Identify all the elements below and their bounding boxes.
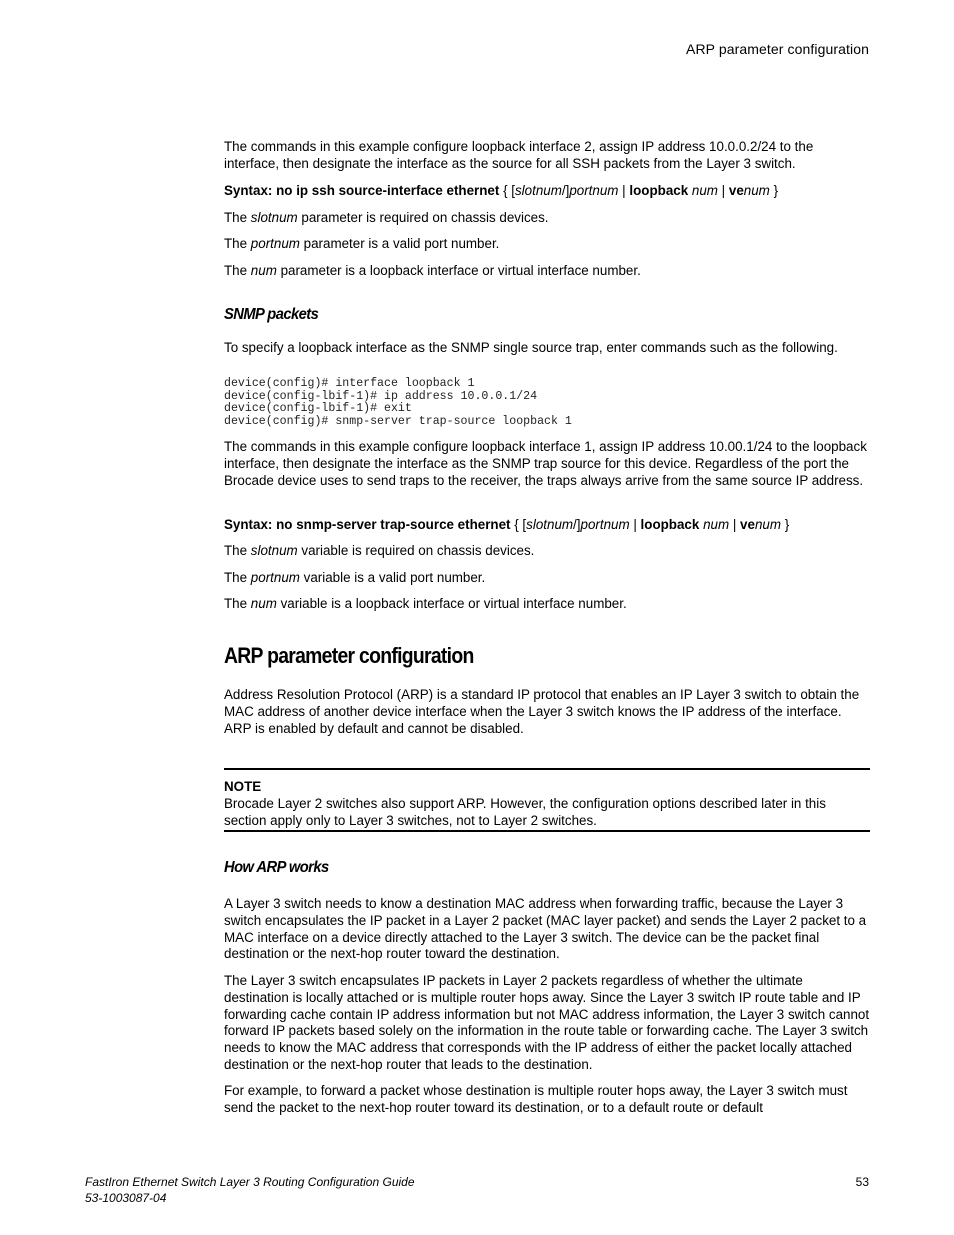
running-header: ARP parameter configuration <box>686 41 869 57</box>
snmp-syntax-line <box>224 517 871 534</box>
param-term: portnum <box>250 570 300 585</box>
syntax-num: num <box>754 517 782 532</box>
syntax-slotnum: slotnum <box>514 183 562 198</box>
syntax-num: num <box>743 183 770 198</box>
how-arp-paragraph-3 <box>224 1083 871 1117</box>
syntax-portnum: portnum <box>580 517 630 532</box>
note-box <box>224 768 870 832</box>
param-pre: The <box>224 236 251 251</box>
paragraph: The Layer 3 switch encapsulates IP packets in Layer 2 packets regardless of whether the ultimate destination is locally attached or is multiple router hops away. Since the Layer 3 switch IP route table and IP forwarding cache contain IP address information but not MAC address information, the Layer 3 switch cannot forward IP packets based solely on the information in the route table or forwarding cache. The Layer 3 switch needs to know the MAC address that corresponds with the IP address of either the packet locally attached destination or the next-hop router that leads to the destination. <box>224 973 870 1072</box>
snmp-code-block: device(config)# interface loopback 1 device(config-lbif-1)# ip address 10.0.0.1/24 device(config-lbif-1)# exit device(config)# snmp-server trap-source loopback 1 <box>224 377 572 428</box>
how-arp-paragraph-2 <box>224 973 871 1074</box>
arp-intro-paragraph: Address Resolution Protocol (ARP) is a standard IP protocol that enables an IP Layer 3 switch to obtain the MAC address of another device interface when the Layer 3 switch knows the IP address of the interface. ARP is enabled by default and cannot be disabled. <box>224 687 860 736</box>
note-text: Brocade Layer 2 switches also support ARP. However, the configuration options described later in this section apply only to Layer 3 switches, not to Layer 2 switches. <box>224 796 826 828</box>
syntax-portnum: portnum <box>569 183 619 198</box>
ssh-intro-paragraph: The commands in this example configure loopback interface 2, assign IP address 10.0.0.2/24 to the interface, then designate the interface as the source for all SSH packets from the Layer 3 switch. <box>224 139 814 171</box>
syntax-open: { [ <box>499 183 515 198</box>
how-arp-paragraph-1 <box>224 896 871 963</box>
syntax-loopback: loopback <box>629 183 689 198</box>
how-arp-heading: How ARP works <box>224 859 329 876</box>
snmp-intro-paragraph: To specify a loopback interface as the SNMP single source trap, enter commands such as the following. <box>224 340 838 355</box>
syntax-ve: ve <box>740 517 755 532</box>
snmp-explanation-paragraph: The commands in this example configure loopback interface 1, assign IP address 10.00.1/24 to the loopback interface, then designate the interface as the SNMP trap source for this device. Regardless of the port the Brocade device uses to send traps to the receiver, the traps always arrive from the same source IP address. <box>224 439 867 488</box>
param-pre: The <box>224 543 251 558</box>
arp-heading: ARP parameter configuration <box>224 643 474 668</box>
ssh-param-slotnum <box>224 210 871 227</box>
syntax-close: } <box>769 183 779 198</box>
snmp-param-slotnum <box>224 543 871 560</box>
snmp-intro-block <box>224 340 871 357</box>
syntax-sep: | <box>618 183 630 198</box>
syntax-sep: | <box>717 183 729 198</box>
param-pre: The <box>224 210 251 225</box>
syntax-sep: | <box>729 517 741 532</box>
snmp-param-portnum <box>224 570 871 587</box>
syntax-label: Syntax: <box>224 183 273 198</box>
footer-page-number: 53 <box>855 1175 869 1189</box>
syntax-close: } <box>781 517 790 532</box>
footer-doc-number: 53-1003087-04 <box>85 1191 167 1205</box>
param-pre: The <box>224 570 251 585</box>
syntax-ve: ve <box>728 183 744 198</box>
param-term: num <box>250 263 277 278</box>
ssh-syntax-line <box>224 183 871 200</box>
syntax-slotnum: slotnum <box>526 517 574 532</box>
param-term: num <box>250 596 277 611</box>
paragraph: For example, to forward a packet whose destination is multiple router hops away, the Layer 3 switch must send the packet to the next-hop router toward its destination, or to a default route or default <box>224 1083 848 1115</box>
syntax-slash: /] <box>561 183 570 198</box>
param-term: slotnum <box>250 543 298 558</box>
param-post: parameter is a loopback interface or virtual interface number. <box>276 263 641 278</box>
footer-title: FastIron Ethernet Switch Layer 3 Routing Configuration Guide <box>85 1175 415 1189</box>
syntax-loopback: loopback <box>640 517 700 532</box>
arp-intro-block <box>224 687 871 737</box>
ssh-intro-block <box>224 139 871 173</box>
syntax-label: Syntax: <box>224 517 273 532</box>
param-term: slotnum <box>250 210 298 225</box>
syntax-sep: | <box>629 517 641 532</box>
syntax-num: num <box>691 183 718 198</box>
syntax-num: num <box>703 517 730 532</box>
snmp-explanation-block <box>224 439 871 489</box>
snmp-heading: SNMP packets <box>224 306 319 323</box>
syntax-command: no snmp-server trap-source ethernet <box>276 517 511 532</box>
ssh-param-num <box>224 263 871 280</box>
param-post: parameter is required on chassis devices. <box>297 210 549 225</box>
ssh-param-portnum <box>224 236 871 253</box>
paragraph: A Layer 3 switch needs to know a destination MAC address when forwarding traffic, because the Layer 3 switch encapsulates the IP packet in a Layer 2 packet (MAC layer packet) and sends the Layer 2 packet to a MAC interface on a device directly attached to the Layer 3 switch. The device can be the packet final destination or the next-hop router toward the destination. <box>224 896 867 962</box>
param-pre: The <box>224 596 251 611</box>
param-term: portnum <box>250 236 300 251</box>
param-post: parameter is a valid port number. <box>299 236 500 251</box>
syntax-slash: /] <box>573 517 581 532</box>
syntax-open: { [ <box>510 517 527 532</box>
snmp-param-num <box>224 596 871 613</box>
param-post: variable is required on chassis devices. <box>297 543 535 558</box>
param-pre: The <box>224 263 251 278</box>
syntax-command: no ip ssh source-interface ethernet <box>276 183 500 198</box>
note-label: NOTE <box>224 779 262 794</box>
param-post: variable is a valid port number. <box>299 570 486 585</box>
param-post: variable is a loopback interface or virtual interface number. <box>276 596 627 611</box>
